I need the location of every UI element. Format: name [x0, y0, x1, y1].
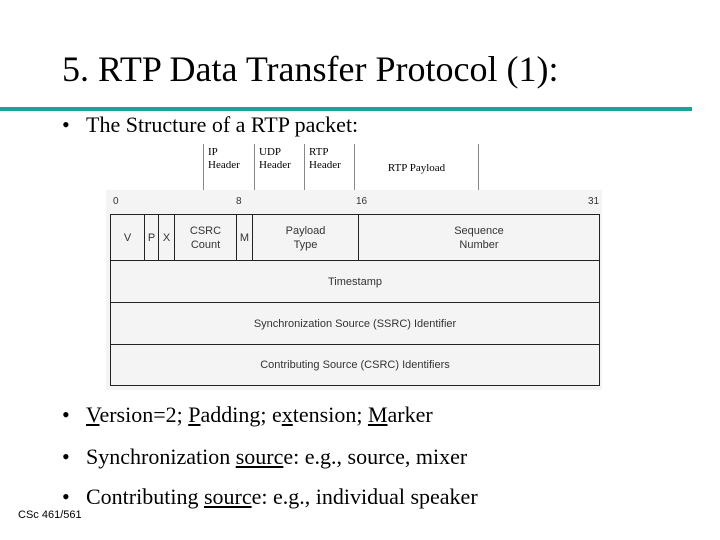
- extension-field: X: [159, 215, 175, 260]
- ssrc-field: Synchronization Source (SSRC) Identifier: [111, 303, 599, 345]
- bullet-contributing-source: • Contributing source: e.g., individual speaker: [62, 484, 478, 509]
- udp-header-cell: UDP Header: [255, 144, 305, 192]
- title-divider: [0, 107, 692, 111]
- ip-header-cell: IP Header: [204, 144, 255, 192]
- intro-bullet: [62, 112, 358, 138]
- marker-field: M: [237, 215, 253, 260]
- timestamp-field: Timestamp: [111, 261, 599, 303]
- sequence-number-field: Sequence Number: [454, 224, 504, 251]
- packet-layout: [203, 144, 479, 193]
- version-field: V: [111, 215, 145, 260]
- slide-title: 5. RTP Data Transfer Protocol (1):: [62, 49, 559, 89]
- bullet-fields: • Version=2; Padding; extension; Marker: [62, 402, 433, 427]
- footer-course-code: CSc 461/561: [18, 509, 82, 521]
- rtp-header-diagram: [110, 214, 600, 386]
- bit-label-8: 8: [236, 196, 242, 207]
- bullet-synchronization-source: • Synchronization source: e.g., source, mixer: [62, 444, 468, 469]
- rtp-payload-cell: RTP Payload: [387, 161, 446, 174]
- bit-label-16: 16: [356, 196, 368, 207]
- intro-bullet-text: The Structure of a RTP packet:: [86, 112, 359, 137]
- padding-field: P: [145, 215, 159, 260]
- rtp-header-cell: RTP Header: [305, 144, 355, 192]
- bit-label-31: 31: [588, 196, 600, 207]
- header-first-row: [111, 215, 599, 261]
- bullet-marker: •: [62, 112, 70, 137]
- bit-label-0: 0: [113, 196, 119, 207]
- payload-type-field: Payload Type: [253, 215, 359, 260]
- csrc-field: Contributing Source (CSRC) Identifiers: [260, 359, 450, 371]
- csrc-count-field: CSRC Count: [175, 215, 237, 260]
